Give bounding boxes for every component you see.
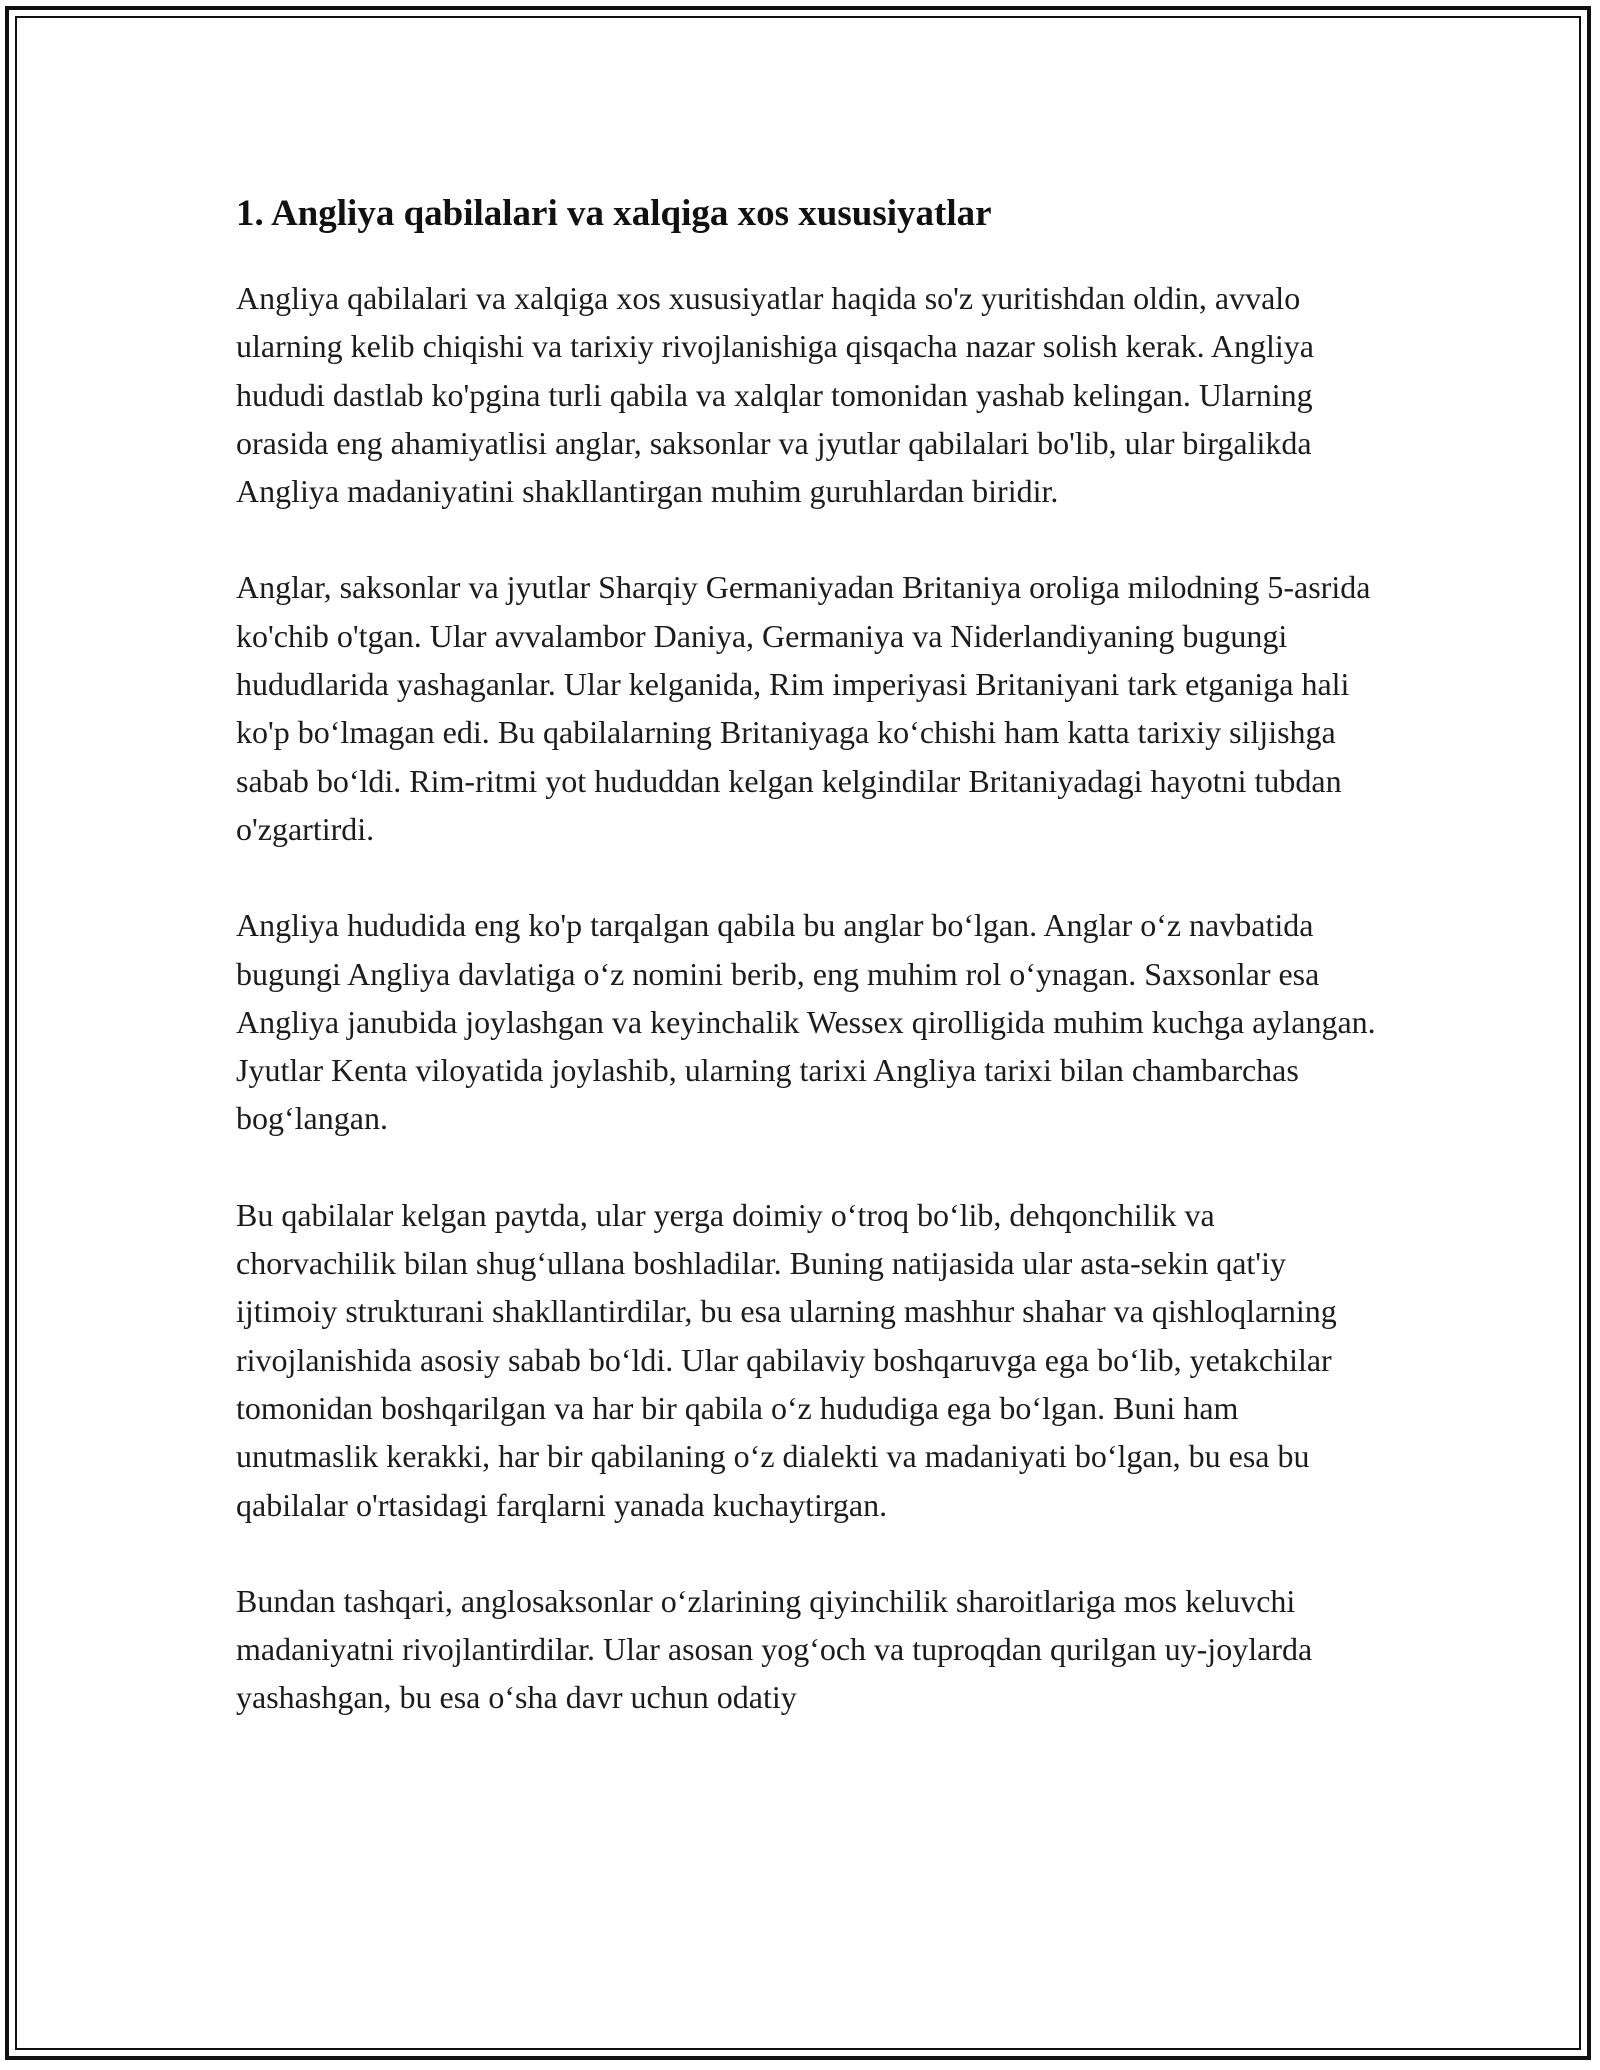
paragraph-settlement: Bu qabilalar kelgan paytda, ular yerga doimiy o‘troq bo‘lib, dehqonchilik va chorvachilik bilan shug‘ullana boshladilar. Buning natijasida ular asta-sekin qat'iy ijtimoiy strukturani shakllantirdilar, bu esa ularning mashhur shahar va qishloqlarning rivojlanishida asosiy sabab bo‘ldi. Ular qabilaviy boshqaruvga ega bo‘lib, yetakchilar tomonidan boshqarilgan va har bir qabila o‘z hududiga ega bo‘lgan. Buni ham unutmaslik kerakki, har bir qabilaning o‘z dialekti va madaniyati bo‘lgan, bu esa bu qabilalar o'rtasidagi farqlarni yanada kuchaytirgan. — [236, 1196, 1337, 1523]
paragraph-culture: Bundan tashqari, anglosaksonlar o‘zlarining qiyinchilik sharoitlariga mos keluvchi madaniyatni rivojlantirdilar. Ular asosan yog‘och va tuproqdan qurilgan uy-joylarda yashashgan, bu esa o‘sha davr uchun odatiy — [236, 1582, 1313, 1716]
paragraph-intro: Angliya qabilalari va xalqiga xos xususiyatlar haqida so'z yuritishdan oldin, avvalo ularning kelib chiqishi va tarixiy rivojlanishiga qisqacha nazar solish kerak. Angliya hududi dastlab ko'pgina turli qabila va xalqlar tomonidan yashab kelingan. Ularning orasida eng ahamiyatlisi anglar, saksonlar va jyutlar qabilalari bo'lib, ular birgalikda Angliya madaniyatini shakllantirgan muhim guruhlardan biridir. — [236, 280, 1314, 510]
document-body — [236, 188, 1376, 1770]
paragraph-tribes: Angliya hududida eng ko'p tarqalgan qabila bu anglar bo‘lgan. Anglar o‘z navbatida bugungi Angliya davlatiga o‘z nomini berib, eng muhim rol o‘ynagan. Saxsonlar esa Angliya janubida joylashgan va keyinchalik Wessex qirolligida muhim kuchga aylangan. Jyutlar Kenta viloyatida joylashib, ularning tarixi Angliya tarixi bilan chambarchas bog‘langan. — [236, 907, 1376, 1137]
section-heading: 1. Angliya qabilalari va xalqiga xos xususiyatlar — [236, 193, 992, 234]
paragraph-migration: Anglar, saksonlar va jyutlar Sharqiy Germaniyadan Britaniya oroliga milodning 5-asrida ko'chib o'tgan. Ular avvalambor Daniya, Germaniya va Niderlandiyaning bugungi hududlarida yashaganlar. Ular kelganida, Rim imperiyasi Britaniyani tark etganiga hali ko'p bo‘lmagan edi. Bu qabilalarning Britaniyaga ko‘chishi ham katta tarixiy siljishga sabab bo‘ldi. Rim-ritmi yot hududdan kelgan kelgindilar Britaniyadagi hayotni tubdan o'zgartirdi. — [236, 569, 1371, 847]
